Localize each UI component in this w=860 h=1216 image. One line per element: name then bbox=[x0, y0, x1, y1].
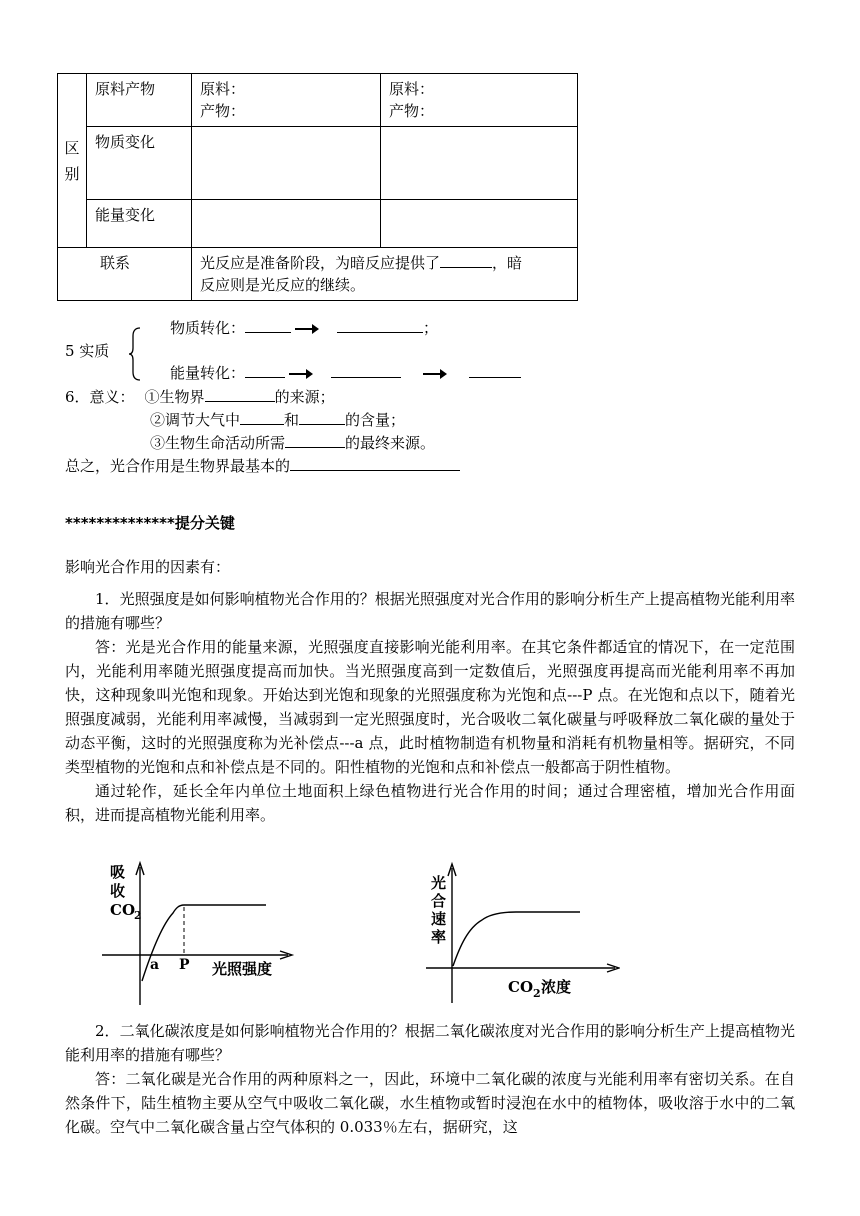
brace-icon bbox=[128, 326, 144, 382]
blank bbox=[240, 410, 284, 425]
link-label: 联系 bbox=[58, 248, 192, 301]
key-heading: **************提分关键 bbox=[65, 514, 235, 532]
essence-energy: 能量转化： bbox=[170, 364, 246, 382]
fig1-y-label-2: 收 bbox=[110, 882, 126, 900]
question-2: 2．二氧化碳浓度是如何影响植物光合作用的？根据二氧化碳浓度对光合作用的影响分析生产上提高植物光能利用率的措施有哪些？ bbox=[65, 1022, 795, 1064]
essence-energy-row bbox=[170, 362, 521, 383]
fig1-y-label-3: CO bbox=[110, 901, 136, 919]
essence-matter-end: ； bbox=[423, 319, 439, 337]
fig2-x-label-sub: 2 bbox=[533, 987, 541, 1000]
dark-matter-cell bbox=[381, 127, 578, 200]
essence-matter: 物质转化： bbox=[170, 319, 246, 337]
diff-label-1: 区 bbox=[64, 138, 80, 157]
light-raw-cell bbox=[192, 74, 381, 127]
blank bbox=[285, 433, 345, 448]
light-energy-cell bbox=[192, 200, 381, 248]
link-text-a: 光反应是准备阶段，为暗反应提供了 bbox=[200, 254, 441, 272]
row-label-matter: 物质变化 bbox=[87, 127, 192, 200]
blank bbox=[290, 456, 460, 471]
fig2-y-label-1: 光 bbox=[431, 874, 447, 892]
meaning-item-2c: 的含量； bbox=[345, 411, 406, 429]
meaning-item-1a: ①生物界 bbox=[144, 388, 205, 406]
fig1-y-label-1: 吸 bbox=[110, 863, 126, 881]
fig2-y-label-2: 合 bbox=[431, 892, 447, 910]
fig1-y-label-sub: 2 bbox=[134, 909, 142, 922]
meaning-label: 6．意义： bbox=[65, 388, 135, 406]
link-text-cell bbox=[192, 248, 578, 301]
blank bbox=[245, 318, 291, 333]
blank bbox=[299, 410, 345, 425]
row-label-energy: 能量变化 bbox=[87, 200, 192, 248]
summary-row bbox=[65, 455, 460, 476]
blank bbox=[205, 387, 275, 402]
fig2-y-label-3: 速 bbox=[431, 910, 447, 928]
comparison-table bbox=[57, 73, 578, 301]
light-matter-cell bbox=[192, 127, 381, 200]
meaning-item-3b: 的最终来源。 bbox=[345, 434, 436, 452]
fig1-x-label: 光照强度 bbox=[212, 960, 273, 978]
meaning-item-1b: 的来源； bbox=[274, 388, 335, 406]
dark-energy-cell bbox=[381, 200, 578, 248]
diff-label-cell bbox=[58, 74, 87, 248]
blank bbox=[331, 363, 401, 378]
fig1-point-a: a bbox=[150, 957, 160, 973]
answer-2: 答：二氧化碳是光合作用的两种原料之一，因此，环境中二氧化碳的浓度与光能利用率有密切关系。在自然条件下，陆生植物主要从空气中吸收二氧化碳，水生植物或暂时浸泡在水中的植物体，吸收溶于水中的二氧化碳。空气中二氧化碳含量占空气体积的 0.033％左右，据研究，这 bbox=[65, 1070, 795, 1136]
summary-text: 总之，光合作用是生物界最基本的 bbox=[65, 457, 291, 475]
meaning-row-1 bbox=[65, 386, 335, 407]
light-raw-label: 原料： bbox=[200, 80, 246, 98]
blank bbox=[337, 318, 423, 333]
dark-product-label: 产物： bbox=[389, 102, 435, 120]
dark-raw-label: 原料： bbox=[389, 80, 435, 98]
light-intensity-figure bbox=[100, 855, 300, 1010]
meaning-item-3a: ③生物生命活动所需 bbox=[150, 434, 286, 452]
factors-heading: 影响光合作用的因素有： bbox=[65, 558, 231, 576]
diff-label-2: 别 bbox=[64, 164, 80, 183]
answer-1b: 通过轮作，延长全年内单位土地面积上绿色植物进行光合作用的时间；通过合理密植，增加光合作用面积，进而提高植物光能利用率。 bbox=[65, 782, 795, 824]
row-label-raw: 原料产物 bbox=[87, 74, 192, 127]
link-text-c: 反应则是光反应的继续。 bbox=[200, 276, 366, 294]
essence-label: 5 实质 bbox=[65, 342, 110, 360]
link-blank bbox=[440, 253, 492, 268]
arrow-icon bbox=[423, 373, 445, 375]
co2-figure bbox=[420, 858, 620, 1008]
question-1: 1．光照强度是如何影响植物光合作用的？根据光照强度对光合作用的影响分析生产上提高植物光能利用率的措施有哪些？ bbox=[65, 590, 795, 632]
arrow-icon bbox=[295, 328, 317, 330]
question-1-block bbox=[65, 587, 795, 827]
blank bbox=[469, 363, 521, 378]
fig1-point-p: P bbox=[179, 957, 190, 973]
fig2-x-label-end: 浓度 bbox=[541, 978, 572, 996]
meaning-row-3 bbox=[150, 432, 435, 453]
dark-raw-cell bbox=[381, 74, 578, 127]
meaning-item-2b: 和 bbox=[284, 411, 300, 429]
question-2-block bbox=[65, 1019, 795, 1139]
fig2-y-label-4: 率 bbox=[431, 928, 447, 946]
meaning-row-2 bbox=[150, 409, 405, 430]
blank bbox=[245, 363, 285, 378]
meaning-item-2a: ②调节大气中 bbox=[150, 411, 241, 429]
light-product-label: 产物： bbox=[200, 102, 246, 120]
arrow-icon bbox=[289, 373, 311, 375]
fig2-x-label: CO bbox=[508, 978, 534, 996]
answer-1: 答：光是光合作用的能量来源，光照强度直接影响光能利用率。在其它条件都适宜的情况下，在一定范围内，光能利用率随光照强度提高而加快。当光照强度高到一定数值后，光照强度再提高而光能利用率不再加快，这种现象叫光饱和现象。开始达到光饱和现象的光照强度称为光饱和点---P 点。在光饱和点以下，随着光照强度减弱，光能利用率减慢，当减弱到一定光照强度时，光合吸收二氧化碳量与呼吸释放二氧化碳的量处于动态平衡，这时的光照强度称为光补偿点---a 点，此时植物制造有机物量和消耗有机物量相等。据研究，不同类型植物的光饱和点和补偿点是不同的。阳性植物的光饱和点和补偿点一般都高于阴性植物。 bbox=[65, 638, 795, 776]
essence-matter-row bbox=[170, 317, 438, 338]
link-text-b: ，暗 bbox=[492, 254, 523, 272]
